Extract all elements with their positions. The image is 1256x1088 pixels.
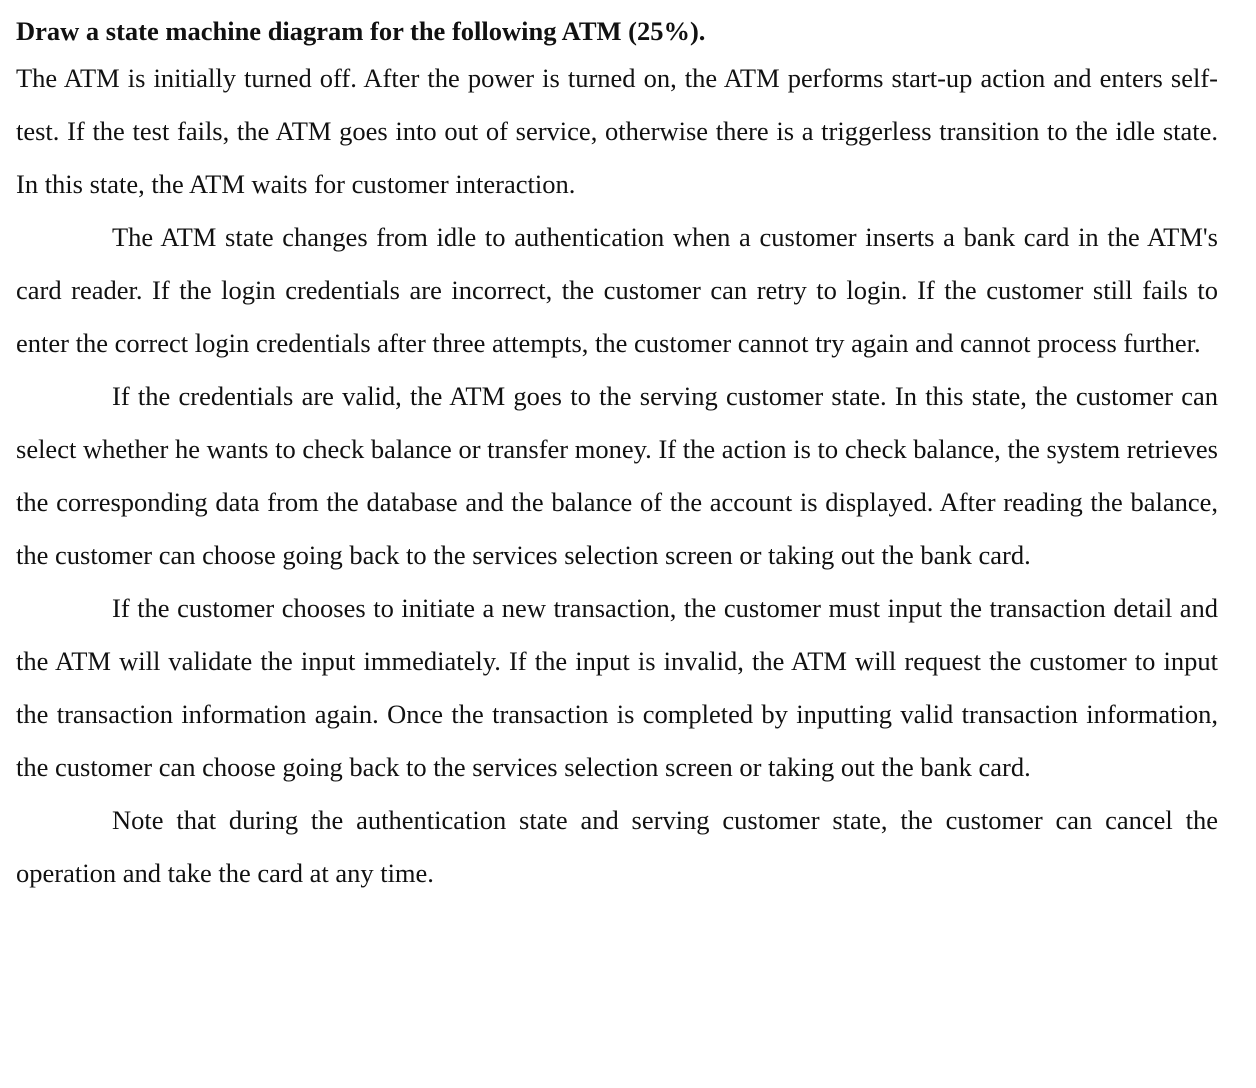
paragraph-serving-customer: If the credentials are valid, the ATM goes to the serving customer state. In this state, the customer can select whether he wants to check balance or transfer money. If the action is to check balance, the system retrieves the corresponding data from the database and the balance of the account is displayed. After reading the balance, the customer can choose going back to the services selection screen or taking out the bank card.: [16, 381, 1218, 570]
paragraph-transaction: If the customer chooses to initiate a new transaction, the customer must input the transaction detail and the ATM will validate the input immediately. If the input is invalid, the ATM will request the customer to input the transaction information again. Once the transaction is completed by inputting valid transaction information, the customer can choose going back to the services selection screen or taking out the bank card.: [16, 593, 1218, 782]
paragraph-authentication: The ATM state changes from idle to authentication when a customer inserts a bank card in the ATM's card reader. If the login credentials are incorrect, the customer can retry to login. If the customer still fails to enter the correct login credentials after three attempts, the customer cannot try again and cannot process further.: [16, 222, 1218, 358]
paragraph-cancel-note: Note that during the authentication state and serving customer state, the customer can cancel the operation and take the card at any time.: [16, 805, 1218, 888]
question-heading: Draw a state machine diagram for the following ATM (25%).: [16, 16, 706, 46]
paragraph-initial-state: The ATM is initially turned off. After the power is turned on, the ATM performs start-up action and enters self-test. If the test fails, the ATM goes into out of service, otherwise there is a triggerless transition to the idle state. In this state, the ATM waits for customer interaction.: [16, 63, 1218, 199]
